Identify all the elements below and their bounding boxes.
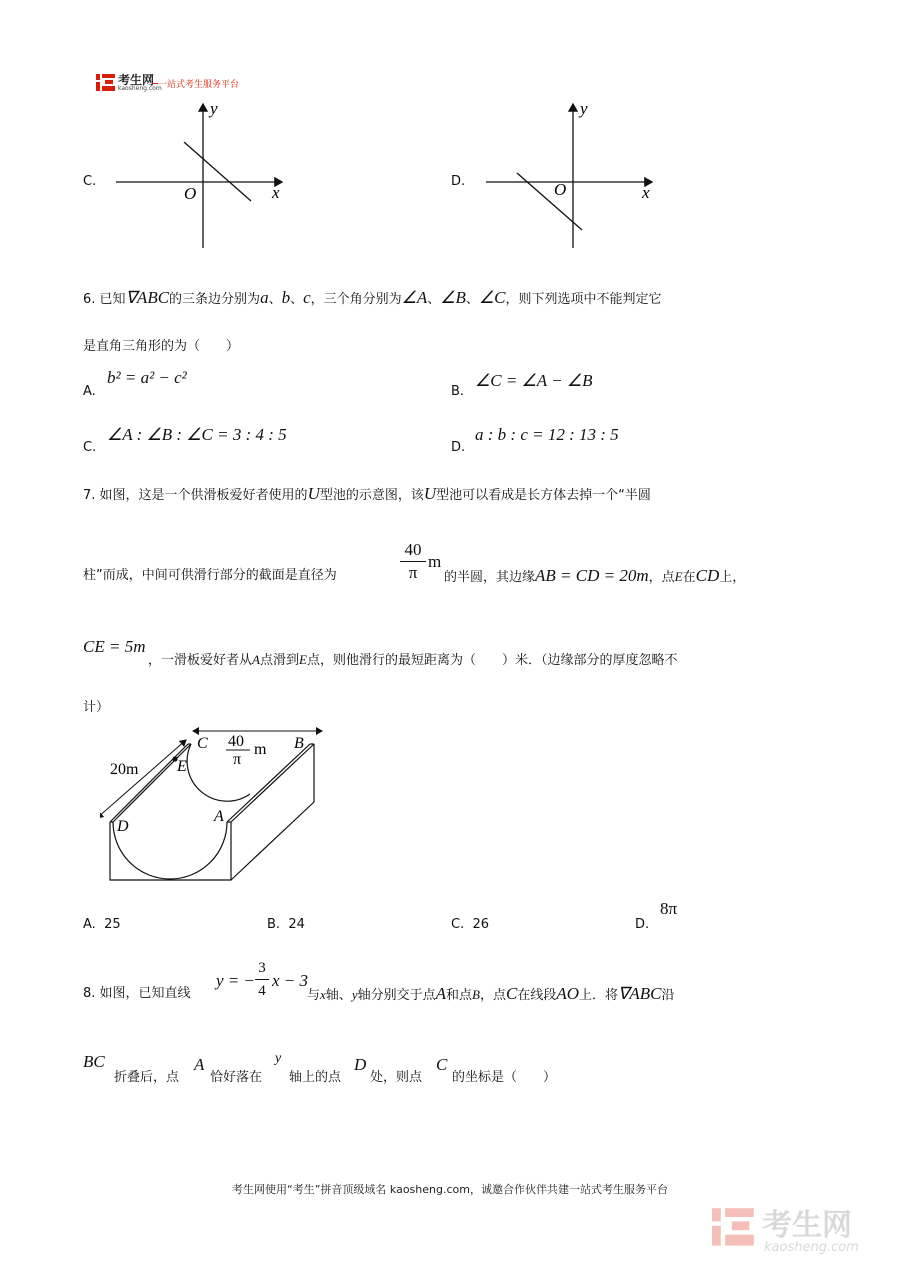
q8-number-text: 8. 如图，已知直线 bbox=[83, 986, 191, 1001]
q6-option-a-math[interactable]: b² = a² − c² bbox=[107, 368, 187, 387]
q8-eq-rhs: x − 3 bbox=[272, 971, 309, 990]
q6-option-b-label[interactable]: B. bbox=[451, 384, 465, 399]
watermark-logo-icon bbox=[712, 1204, 756, 1252]
q8-text-10: 折叠后，点 bbox=[114, 1070, 180, 1085]
q5-option-d-label: D. bbox=[451, 174, 466, 189]
q7-fig-length: 20m bbox=[110, 761, 139, 778]
q8-pt-d: D bbox=[354, 1055, 367, 1074]
q6-option-d-label[interactable]: D. bbox=[451, 440, 466, 455]
q7-u-pool-figure bbox=[100, 722, 340, 887]
kaosheng-logo-icon bbox=[96, 73, 116, 93]
q5d-x-label: x bbox=[642, 183, 650, 202]
q8-pt-c2: C bbox=[436, 1055, 448, 1074]
logo-domain: kaosheng.com bbox=[118, 85, 162, 92]
q7-option-d-label[interactable]: D. bbox=[635, 917, 650, 932]
slogan-dash bbox=[152, 83, 158, 84]
q7-stem-line2b: 的半圆，其边缘AB = CD = 20m，点E在CD上， bbox=[444, 566, 746, 585]
q8-pt-a2: A bbox=[194, 1055, 205, 1074]
q7-fig-pt-c: C bbox=[197, 735, 208, 752]
logo-brand: 考生网 bbox=[118, 73, 155, 87]
q7-stem-line3: ，一滑板爱好者从A点滑到E点，则他滑行的最短距离为（ ）米．（边缘部分的厚度忽略不 bbox=[148, 652, 678, 668]
q7-fig-dia-unit: m bbox=[254, 741, 267, 758]
q7-stem-line1: 7. 如图，这是一个供滑板爱好者使用的U型池的示意图，该U型池可以看成是长方体去掉一个“半圆 bbox=[83, 484, 651, 503]
q7-option-a[interactable]: A. 25 bbox=[83, 917, 121, 932]
q7-fig-pt-b: B bbox=[294, 735, 304, 752]
q6-option-c-math[interactable]: ∠A : ∠B : ∠C = 3 : 4 : 5 bbox=[107, 425, 287, 444]
q5c-x-label: x bbox=[272, 183, 280, 202]
header-logo bbox=[96, 72, 266, 94]
q6-option-a-label[interactable]: A. bbox=[83, 384, 96, 399]
q7-fig-pt-d: D bbox=[117, 818, 129, 835]
q7-fig-dia-num: 40 bbox=[228, 733, 244, 750]
q5-graph-c bbox=[112, 98, 292, 258]
q5c-y-label: y bbox=[210, 99, 218, 118]
q7-diameter-fraction: 40 π bbox=[400, 540, 426, 583]
q6-stem-line2: 是直角三角形的为（ ） bbox=[83, 339, 240, 354]
q6-triangle: ∇ABC bbox=[125, 288, 170, 307]
q8-text-14: 的坐标是（ ） bbox=[452, 1070, 557, 1085]
q7-diameter-unit: m bbox=[428, 552, 442, 571]
q8-text-12: 轴上的点 bbox=[289, 1070, 342, 1085]
q7-option-d-value[interactable]: 8π bbox=[660, 899, 678, 918]
q8-text-11: 恰好落在 bbox=[210, 1070, 263, 1085]
q6-option-b-math[interactable]: ∠C = ∠A − ∠B bbox=[475, 371, 593, 390]
watermark-domain: kaosheng.com bbox=[764, 1240, 859, 1255]
q5c-origin: O bbox=[184, 184, 197, 203]
q8-seg-bc: BC bbox=[83, 1052, 105, 1071]
q8-eq-lhs: y = − bbox=[216, 971, 255, 990]
q7-option-b[interactable]: B. 24 bbox=[267, 917, 305, 932]
q5d-y-label: y bbox=[580, 99, 588, 118]
q7-fig-pt-e: E bbox=[177, 758, 187, 775]
q8-text-13: 处，则点 bbox=[370, 1070, 423, 1085]
q7-option-c[interactable]: C. 26 bbox=[451, 917, 490, 932]
q7-stem-line4: 计） bbox=[83, 700, 110, 715]
watermark-brand: 考生网 bbox=[762, 1208, 852, 1243]
q7-fig-pt-a: A bbox=[214, 808, 224, 825]
logo-slogan: 一站式考生服务平台 bbox=[158, 80, 240, 90]
q6-option-c-label[interactable]: C. bbox=[83, 440, 97, 455]
q7-fig-dia-den: π bbox=[233, 751, 242, 768]
footer-text: 考生网使用“考生”拼音顶级域名 kaosheng.com，诚邀合作伙伴共建一站式考生服务平台 bbox=[232, 1183, 668, 1196]
q5d-origin: O bbox=[554, 180, 567, 199]
q7-ce-math: CE = 5m bbox=[83, 637, 146, 656]
q8-eq-fraction: 3 4 bbox=[255, 958, 269, 1001]
q5-option-c-label: C. bbox=[83, 174, 97, 189]
footer-watermark bbox=[712, 1200, 882, 1260]
q8-stem-line1: 与x轴、y轴分别交于点A和点B，点C在线段AO上．将∇ABC沿 bbox=[307, 984, 675, 1003]
q8-var-y2: y bbox=[275, 1051, 282, 1066]
q6-option-d-math[interactable]: a : b : c = 12 : 13 : 5 bbox=[475, 425, 619, 444]
q5-graph-d bbox=[482, 98, 662, 258]
q7-length-dimension bbox=[100, 740, 186, 818]
q7-stem-line2a: 柱”而成，中间可供滑行部分的截面是直径为 bbox=[83, 568, 337, 583]
q6-stem-line1: 6. 已知∇ABC的三条边分别为a、b、c，三个角分别为∠A、∠B、∠C，则下列选项中不能判定它 bbox=[83, 288, 662, 307]
